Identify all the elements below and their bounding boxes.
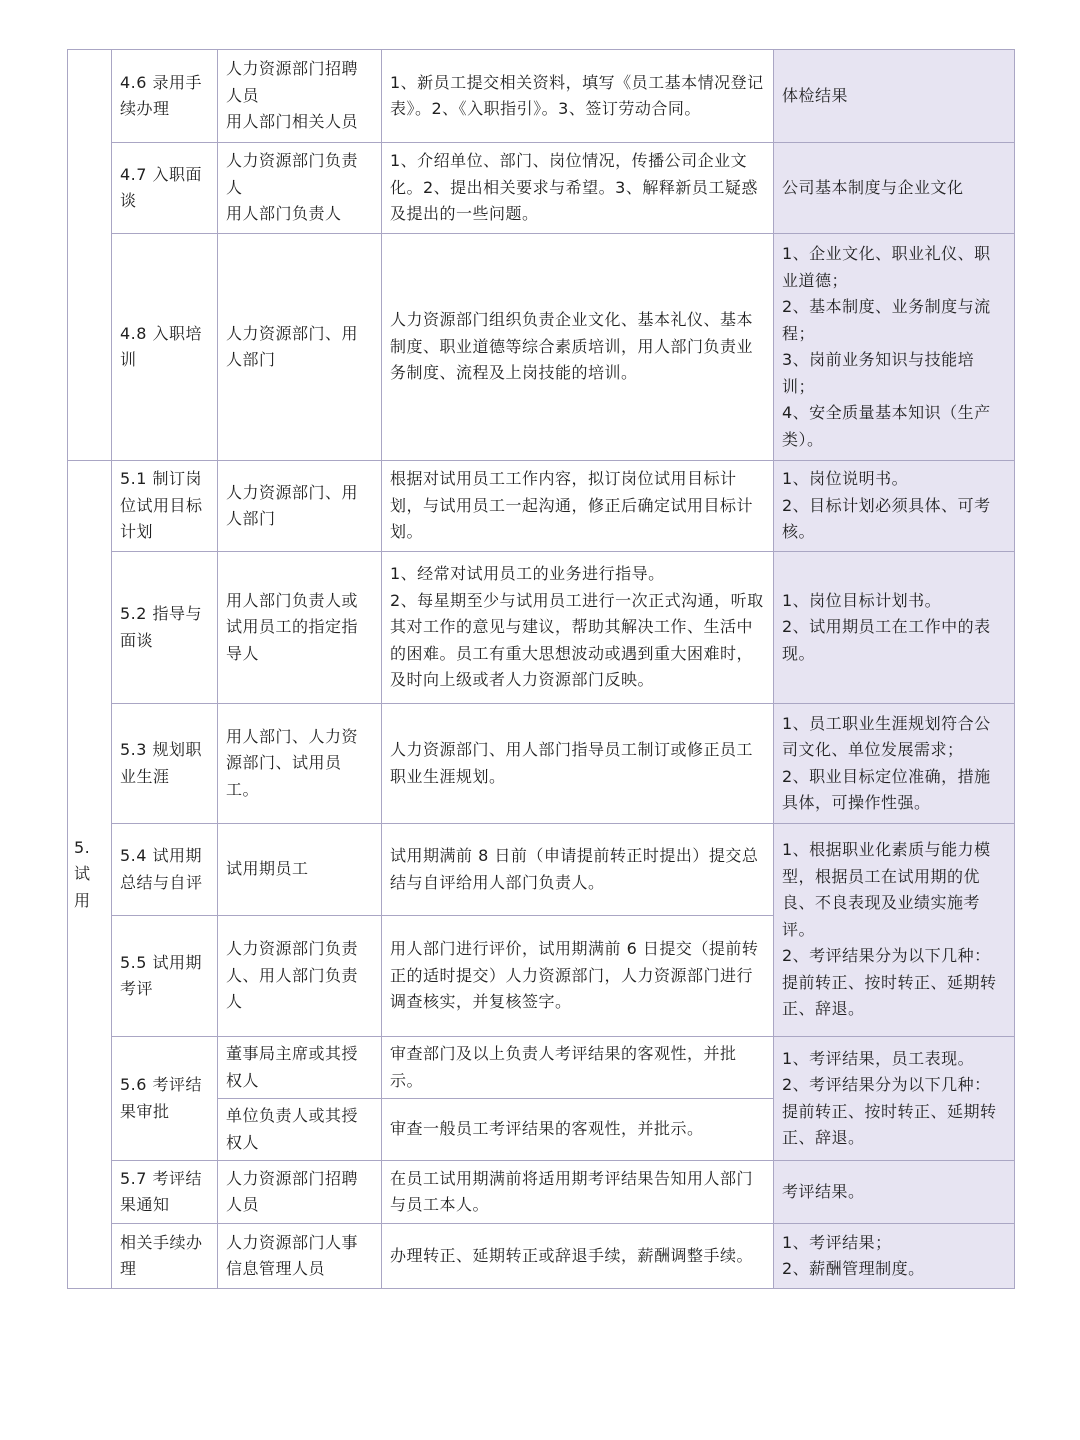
step-cell: 5.5 试用期考评 xyxy=(112,916,218,1037)
step-cell: 4.7 入职面谈 xyxy=(112,143,218,234)
table-row xyxy=(68,1161,1015,1224)
owner-cell: 人力资源部门招聘人员 用人部门相关人员 xyxy=(218,50,382,143)
content-cell: 根据对试用员工工作内容，拟订岗位试用目标计划，与试用员工一起沟通，修正后确定试用目标计划。 xyxy=(382,461,774,552)
note-cell: 公司基本制度与企业文化 xyxy=(774,143,1015,234)
note-cell: 1、岗位说明书。 2、目标计划必须具体、可考核。 xyxy=(774,461,1015,552)
content-cell: 审查部门及以上负责人考评结果的客观性，并批示。 xyxy=(382,1037,774,1099)
note-cell: 1、企业文化、职业礼仪、职业道德； 2、基本制度、业务制度与流程； 3、岗前业务知识与技能培训； 4、安全质量基本知识（生产类）。 xyxy=(774,234,1015,461)
owner-cell: 人力资源部门负责人、用人部门负责人 xyxy=(218,916,382,1037)
note-cell: 1、根据职业化素质与能力模型，根据员工在试用期的优良、不良表现及业绩实施考评。 2、考评结果分为以下几种：提前转正、按时转正、延期转正、辞退。 xyxy=(774,824,1015,1037)
step-cell: 相关手续办理 xyxy=(112,1224,218,1289)
step-cell: 5.2 指导与面谈 xyxy=(112,552,218,704)
owner-cell: 董事局主席或其授权人 xyxy=(218,1037,382,1099)
table-row xyxy=(68,143,1015,234)
note-cell: 1、岗位目标计划书。 2、试用期员工在工作中的表现。 xyxy=(774,552,1015,704)
content-cell: 1、新员工提交相关资料，填写《员工基本情况登记表》。2、《入职指引》。3、签订劳动合同。 xyxy=(382,50,774,143)
table-row xyxy=(68,234,1015,461)
content-cell: 办理转正、延期转正或辞退手续，薪酬调整手续。 xyxy=(382,1224,774,1289)
owner-cell: 用人部门、人力资源部门、试用员工。 xyxy=(218,704,382,824)
table-row xyxy=(68,1224,1015,1289)
table-row xyxy=(68,461,1015,552)
step-cell: 4.8 入职培训 xyxy=(112,234,218,461)
stage-cell-4 xyxy=(68,50,112,461)
owner-cell: 人力资源部门负责人 用人部门负责人 xyxy=(218,143,382,234)
content-cell: 1、介绍单位、部门、岗位情况，传播公司企业文化。2、提出相关要求与希望。3、解释新员工疑惑及提出的一些问题。 xyxy=(382,143,774,234)
content-cell: 人力资源部门、用人部门指导员工制订或修正员工职业生涯规划。 xyxy=(382,704,774,824)
step-cell: 4.6 录用手续办理 xyxy=(112,50,218,143)
table-row xyxy=(68,1037,1015,1099)
content-cell: 审查一般员工考评结果的客观性，并批示。 xyxy=(382,1099,774,1161)
owner-cell: 单位负责人或其授权人 xyxy=(218,1099,382,1161)
table-row xyxy=(68,704,1015,824)
step-cell: 5.4 试用期总结与自评 xyxy=(112,824,218,916)
table-row xyxy=(68,552,1015,704)
note-cell: 1、考评结果； 2、薪酬管理制度。 xyxy=(774,1224,1015,1289)
owner-cell: 人力资源部门招聘人员 xyxy=(218,1161,382,1224)
note-cell: 考评结果。 xyxy=(774,1161,1015,1224)
note-cell: 体检结果 xyxy=(774,50,1015,143)
owner-cell: 用人部门负责人或试用员工的指定指导人 xyxy=(218,552,382,704)
owner-cell: 人力资源部门、用人部门 xyxy=(218,461,382,552)
content-cell: 1、经常对试用员工的业务进行指导。 2、每星期至少与试用员工进行一次正式沟通，听取其对工作的意见与建议，帮助其解决工作、生活中的困难。员工有重大思想波动或遇到重大困难时，及时向上级或者人力资源部门反映。 xyxy=(382,552,774,704)
owner-cell: 人力资源部门人事信息管理人员 xyxy=(218,1224,382,1289)
note-cell: 1、考评结果，员工表现。 2、考评结果分为以下几种：提前转正、按时转正、延期转正、辞退。 xyxy=(774,1037,1015,1161)
owner-cell: 人力资源部门、用人部门 xyxy=(218,234,382,461)
step-cell: 5.6 考评结果审批 xyxy=(112,1037,218,1161)
table-row xyxy=(68,824,1015,916)
content-cell: 试用期满前 8 日前（申请提前转正时提出）提交总结与自评给用人部门负责人。 xyxy=(382,824,774,916)
owner-cell: 试用期员工 xyxy=(218,824,382,916)
step-cell: 5.7 考评结果通知 xyxy=(112,1161,218,1224)
note-cell: 1、员工职业生涯规划符合公司文化、单位发展需求； 2、职业目标定位准确，措施具体，可操作性强。 xyxy=(774,704,1015,824)
content-cell: 在员工试用期满前将适用期考评结果告知用人部门与员工本人。 xyxy=(382,1161,774,1224)
process-table xyxy=(67,49,1015,1289)
content-cell: 用人部门进行评价，试用期满前 6 日提交（提前转正的适时提交）人力资源部门，人力资源部门进行调查核实，并复核签字。 xyxy=(382,916,774,1037)
step-cell: 5.3 规划职业生涯 xyxy=(112,704,218,824)
table-row xyxy=(68,50,1015,143)
content-cell: 人力资源部门组织负责企业文化、基本礼仪、基本制度、职业道德等综合素质培训，用人部门负责业务制度、流程及上岗技能的培训。 xyxy=(382,234,774,461)
step-cell: 5.1 制订岗位试用目标计划 xyxy=(112,461,218,552)
stage-cell-5: 5. 试 用 xyxy=(68,461,112,1289)
